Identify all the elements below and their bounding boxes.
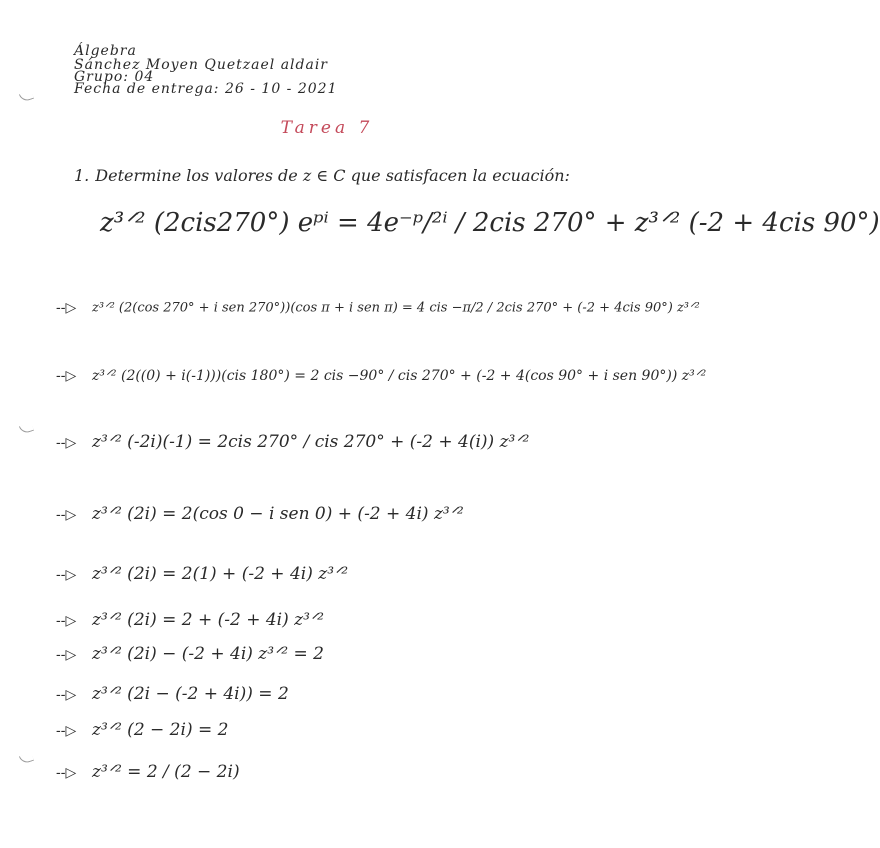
punch-hole-mark bbox=[19, 90, 34, 103]
step-expression: z³ᐟ² (2i − (-2 + 4i)) = 2 bbox=[92, 684, 289, 704]
punch-hole-mark bbox=[19, 422, 34, 435]
step-line bbox=[56, 762, 240, 782]
header-due-date: Fecha de entrega: 26 - 10 - 2021 bbox=[74, 81, 338, 97]
step-line bbox=[56, 610, 324, 630]
step-expression: z³ᐟ² (2i) − (-2 + 4i) z³ᐟ² = 2 bbox=[92, 644, 324, 664]
step-line bbox=[56, 644, 324, 664]
arrow-icon: --▷ bbox=[56, 566, 77, 583]
arrow-icon: --▷ bbox=[56, 686, 77, 703]
step-expression: z³ᐟ² (2 − 2i) = 2 bbox=[92, 720, 229, 740]
arrow-icon: --▷ bbox=[56, 434, 77, 451]
main-equation: z³ᐟ² (2cis270°) eᵖⁱ = 4e⁻ᵖ/²ⁱ / 2cis 270° + z³ᐟ² (-2 + 4cis 90°) bbox=[100, 208, 880, 238]
page-title: Tarea 7 bbox=[280, 118, 374, 138]
step-expression: z³ᐟ² (2i) = 2(cos 0 − i sen 0) + (-2 + 4i) z³ᐟ² bbox=[92, 504, 464, 524]
step-line bbox=[56, 504, 464, 524]
header-group: Grupo: 04 bbox=[74, 69, 155, 85]
question bbox=[74, 166, 570, 185]
step-line bbox=[56, 564, 348, 584]
arrow-icon: --▷ bbox=[56, 506, 77, 523]
arrow-icon: --▷ bbox=[56, 612, 77, 629]
arrow-icon: --▷ bbox=[56, 722, 77, 739]
step-line bbox=[56, 720, 228, 740]
step-line bbox=[56, 300, 700, 316]
step-expression: z³ᐟ² = 2 / (2 − 2i) bbox=[92, 762, 240, 782]
punch-hole-mark bbox=[19, 752, 34, 765]
step-expression: z³ᐟ² (2((0) + i(-1)))(cis 180°) = 2 cis −90° / cis 270° + (-2 + 4(cos 90° + i sen 90°)) z³ᐟ² bbox=[92, 368, 707, 384]
step-line bbox=[56, 432, 529, 452]
step-line bbox=[56, 368, 706, 384]
question-text: Determine los valores de z ∈ C que satisfacen la ecuación: bbox=[95, 166, 570, 185]
step-expression: z³ᐟ² (2i) = 2 + (-2 + 4i) z³ᐟ² bbox=[92, 610, 324, 630]
arrow-icon: --▷ bbox=[56, 764, 77, 781]
header-subject: Álgebra bbox=[74, 43, 137, 59]
step-line bbox=[56, 684, 289, 704]
arrow-icon: --▷ bbox=[56, 300, 77, 316]
header-name: Sánchez Moyen Quetzael aldair bbox=[74, 57, 328, 73]
step-expression: z³ᐟ² (2i) = 2(1) + (-2 + 4i) z³ᐟ² bbox=[92, 564, 349, 584]
question-number: 1. bbox=[74, 166, 90, 185]
arrow-icon: --▷ bbox=[56, 368, 77, 384]
step-expression: z³ᐟ² (2(cos 270° + i sen 270°))(cos π + i sen π) = 4 cis −π/2 / 2cis 270° + (-2 + 4cis 90°) z³ᐟ² bbox=[92, 300, 700, 316]
step-expression: z³ᐟ² (-2i)(-1) = 2cis 270° / cis 270° + (-2 + 4(i)) z³ᐟ² bbox=[92, 432, 530, 452]
arrow-icon: --▷ bbox=[56, 646, 77, 663]
